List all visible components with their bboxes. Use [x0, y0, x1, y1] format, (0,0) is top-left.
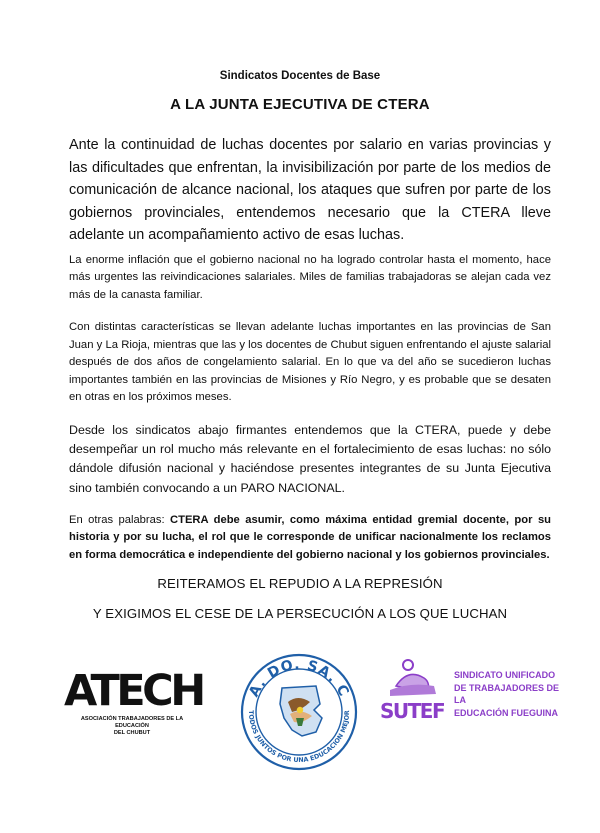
sutef-name-line1: SINDICATO UNIFICADO — [454, 670, 556, 680]
document-title: A LA JUNTA EJECUTIVA DE CTERA — [170, 96, 430, 113]
atech-subtitle — [64, 716, 200, 737]
demand-line-2: Y EXIGIMOS EL CESE DE LA PERSECUCIÓN A LOS QUE LUCHAN — [92, 606, 508, 621]
paragraph-inflation: La enorme inflación que el gobierno nacional no ha logrado controlar hasta el momento, hace más urgentes las reivindicaciones salariales. Miles de familias trabajadoras se alejan cada vez más de la canasta familiar. — [69, 254, 551, 301]
adosac-seal — [232, 652, 366, 772]
adosac-motto: TODOS JUNTOS POR UNA EDUCACION MEJOR — [246, 710, 352, 765]
atech-subtitle-line1: ASOCIACIÓN TRABAJADORES DE LA EDUCACIÓN — [80, 716, 184, 729]
paragraph-intro: Ante la continuidad de luchas docentes por salario en varias provincias y las dificultades que enfrentan, la invisibilización por parte de los medios de comunicación de alcance nacional, los ataques que sufren por parte de los gobiernos provinciales, entendemos necesario que la CTERA lleve adelante un acompañamiento activo de esas luchas. — [69, 137, 551, 244]
atech-logo — [64, 666, 203, 748]
adosac-logo — [232, 652, 366, 772]
paragraph-conclusion-bold: CTERA debe asumir, como máxima entidad gremial docente, por su historia y por su lucha, el rol que le corresponde de unificar nacionalmente los reclamos en forma democrática e independiente del gobierno nacional y los gobiernos provinciales. — [69, 514, 551, 561]
sutef-name-line3: EDUCACIÓN FUEGUINA — [454, 707, 559, 718]
sutef-name-line2: DE TRABAJADORES DE LA — [454, 682, 560, 706]
paragraph-conclusion — [69, 512, 551, 564]
sutef-name — [454, 669, 564, 719]
sutef-acronym: SUTEF — [380, 699, 445, 722]
atech-wordmark: ATECH — [64, 666, 203, 716]
document-kicker: Sindicatos Docentes de Base — [219, 70, 381, 82]
sutef-logo — [378, 656, 558, 722]
adosac-acronym: A. DO. SA. C — [246, 656, 352, 700]
paragraph-provinces: Con distintas características se llevan adelante luchas importantes en las provincias de San Juan y La Rioja, mientras que las y los docentes de Chubut siguen enfrentando el ajuste salarial después de dos años de congelamiento salarial. En lo que va del año se sucedieron luchas importantes también en las provincias de Misiones y Río Negro, y es probable que se desaten en otras en los próximos meses. — [69, 321, 551, 404]
atech-subtitle-line2: DEL CHUBUT — [113, 730, 151, 736]
paragraph-role: Desde los sindicatos abajo firmantes entendemos que la CTERA, puede y debe desempeñar un rol mucho más relevante en el fortalecimiento de esas luchas: no sólo dándole difusión nacional y haciéndose presentes integrantes de su Junta Ejecutiva sino también convocando a un PARO NACIONAL. — [69, 423, 551, 495]
sutef-emblem — [378, 656, 458, 722]
demand-line-1: REITERAMOS EL REPUDIO A LA REPRESIÓN — [157, 576, 443, 591]
paragraph-conclusion-lead: En otras palabras: — [69, 514, 171, 526]
